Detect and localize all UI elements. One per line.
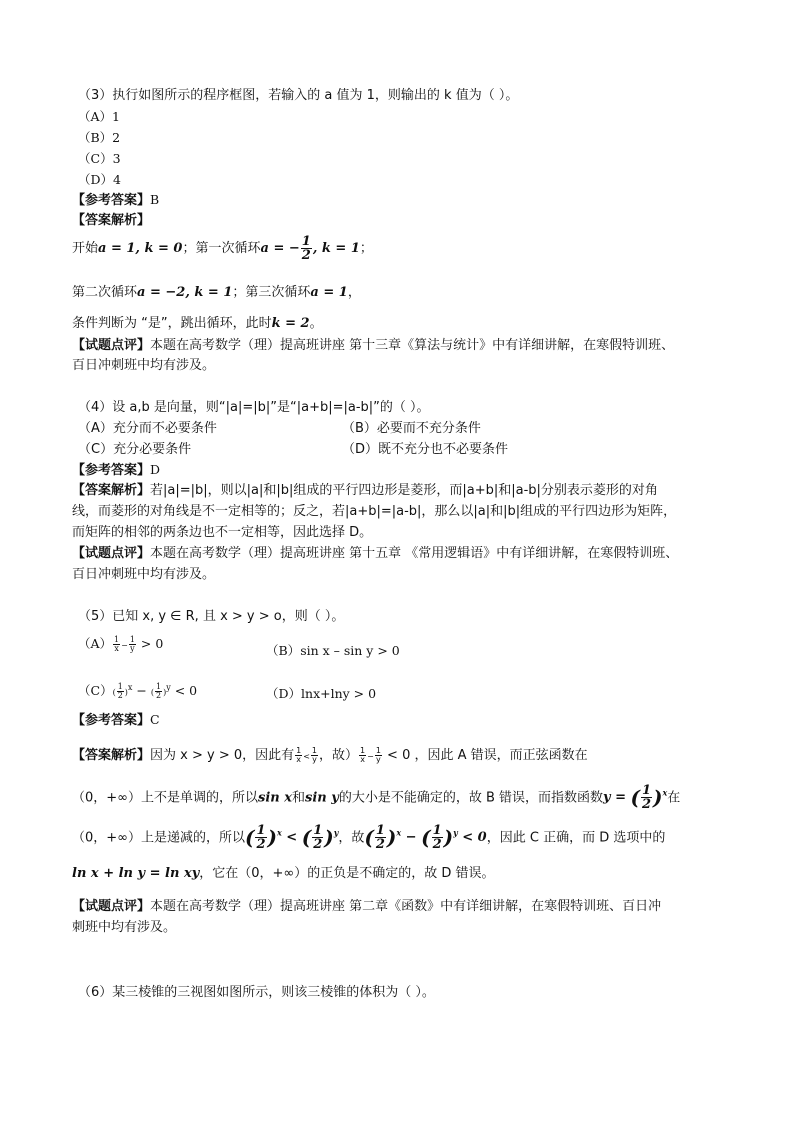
q5-stem: （5）已知 x, y ∈ R, 且 x > y > o，则（ ）。 (78, 609, 345, 624)
q5-option-a: （A） $\frac{1}{x}$ − $\frac{1}{y}$ > 0 (78, 635, 164, 653)
q5-analysis-line-1: 【答案解析】因为 x > y > 0，因此有 $\frac{1}{x}$ < $\frac{1}{y}$ ，故） $\frac{1}{x}$ − $\frac{1}{y}$ < 0 ，因此 A 错误，而正弦函数在 (72, 746, 588, 764)
fraction: $\frac{1}{y}$ (375, 746, 381, 764)
q4-comment-line-1: 【试题点评】本题在高考数学（理）提高班讲座 第十五章 《常用逻辑语》中有详细讲解，在寒假特训班、 (72, 546, 679, 561)
formula: a = 1 (310, 285, 348, 300)
fraction: $\frac{1}{2}$ (301, 234, 311, 263)
fraction: $\frac{1}{y}$ (129, 635, 135, 653)
answer-tag: 【参考答案】 (72, 463, 151, 478)
q3-comment-line-2: 百日冲刺班中均有涉及。 (72, 358, 216, 373)
q3-analysis-line-3: 条件判断为 “是”，跳出循环，此时k = 2。 (72, 316, 323, 331)
analysis-tag: 【答案解析】 (72, 483, 151, 498)
q3-answer-line (72, 192, 159, 209)
comment-tag: 【试题点评】 (72, 338, 151, 353)
q4-answer-line (72, 462, 160, 479)
q3-option-a: （A）1 (78, 109, 120, 124)
analysis-tag: 【答案解析】 (72, 748, 151, 763)
q5-analysis-line-2: （0，+∞）上不是单调的，所以sin x和sin y的大小是不能确定的，故 B 错误，而指数函数y = ( $\frac{1}{2}$ )$^x$在 (72, 783, 681, 813)
formula: k = 2 (271, 316, 310, 331)
q3-option-b: （B）2 (78, 130, 121, 145)
q3-option-d: （D）4 (78, 172, 121, 187)
formula: a = −2, k = 1 (137, 285, 233, 300)
q3-stem: （3）执行如图所示的程序框图，若输入的 a 值为 1，则输出的 k 值为（ ）。 (78, 88, 519, 103)
formula: ( $\frac{1}{2}$ )$^x$ < ( $\frac{1}{2}$ )$^y$ (245, 823, 339, 853)
q5-answer-line (72, 712, 160, 729)
q3-analysis-line-2: 第二次循环a = −2, k = 1；第三次循环a = 1， (72, 285, 361, 300)
q6-stem: （6）某三棱锥的三视图如图所示，则该三棱锥的体积为（ ）。 (78, 985, 435, 1000)
fraction: $\frac{1}{2}$ (155, 682, 162, 701)
q3-answer: B (150, 192, 160, 207)
formula: y = ( $\frac{1}{2}$ )$^x$ (603, 783, 668, 813)
q4-option-c: （C）充分必要条件 (78, 442, 192, 457)
q3-option-c: （C）3 (78, 151, 121, 166)
fraction: $\frac{1}{2}$ (117, 682, 123, 701)
q4-analysis-line-1: 【答案解析】若|a|=|b|，则以|a|和|b|组成的平行四边形是菱形，而|a+b|和|a-b|分别表示菱形的对角 (72, 483, 658, 498)
fraction: $\frac{1}{2}$ (641, 783, 652, 813)
q5-option-b: （B）sin x – sin y > 0 (266, 643, 400, 658)
formula: ( $\frac{1}{2}$ )$^x$ − ( $\frac{1}{2}$ )$^y$ < 0 (364, 823, 487, 853)
q4-analysis-line-3: 而矩阵的相邻的两条边也不一定相等，因此选择 D。 (72, 525, 373, 540)
answer-tag: 【参考答案】 (72, 713, 151, 728)
q4-stem: （4）设 a,b 是向量，则“|a|=|b|”是“|a+b|=|a-b|”的（ ）。 (78, 400, 430, 415)
q4-option-b: （B）必要而不充分条件 (342, 421, 481, 436)
q4-answer: D (150, 462, 161, 477)
q5-comment-line-2: 刺班中均有涉及。 (72, 920, 177, 935)
q5-answer: C (150, 712, 160, 727)
q5-option-c: （C）( $\frac{1}{2}$ )$^x$ − ( $\frac{1}{2}$ )$^y$ < 0 (78, 682, 198, 701)
fraction: $\frac{1}{y}$ (311, 746, 318, 764)
fraction: $\frac{1}{x}$ (296, 746, 302, 764)
q3-comment-line-1: 【试题点评】本题在高考数学（理）提高班讲座 第十三章《算法与统计》中有详细讲解，在寒假特训班、 (72, 338, 675, 353)
q5-analysis-line-4: ln x + ln y = ln xy，它在（0，+∞）的正负是不确定的，故 D 错误。 (72, 866, 495, 881)
answer-tag: 【参考答案】 (72, 193, 151, 208)
q5-option-d: （D）lnx+lny > 0 (266, 686, 377, 701)
comment-tag: 【试题点评】 (72, 546, 151, 561)
formula: sin y (305, 790, 339, 806)
formula: a = 1, k = 0 (98, 241, 183, 256)
fraction: $\frac{1}{x}$ (360, 746, 366, 764)
q4-option-a: （A）充分而不必要条件 (78, 421, 217, 436)
formula: ln x + ln y = ln xy (72, 866, 200, 881)
comment-tag: 【试题点评】 (72, 899, 151, 914)
q4-comment-line-2: 百日冲刺班中均有涉及。 (72, 567, 216, 582)
q4-analysis-line-2: 线，而菱形的对角线是不一定相等的；反之，若|a+b|=|a-b|，那么以|a|和|b|组成的平行四边形为矩阵， (72, 504, 677, 519)
q5-analysis-line-3: （0，+∞）上是递减的，所以( $\frac{1}{2}$ )$^x$ < ( $\frac{1}{2}$ )$^y$，故( $\frac{1}{2}$ )$^x$ − ( $\frac{1}{2}$ )$^y$ < 0，因此 C 正确，而 D 选项中的 (72, 823, 666, 853)
formula: a = − $\frac{1}{2}$ , k = 1 (260, 234, 360, 263)
q3-analysis-line-1: 开始a = 1, k = 0；第一次循环a = − $\frac{1}{2}$ , k = 1； (72, 234, 373, 263)
q3-analysis-tag: 【答案解析】 (72, 213, 151, 228)
q4-option-d: （D）既不充分也不必要条件 (342, 442, 509, 457)
formula: sin x (258, 790, 292, 806)
fraction: $\frac{1}{x}$ (114, 635, 120, 653)
q5-comment-line-1: 【试题点评】本题在高考数学（理）提高班讲座 第二章《函数》中有详细讲解，在寒假特训班、百日冲 (72, 899, 662, 914)
